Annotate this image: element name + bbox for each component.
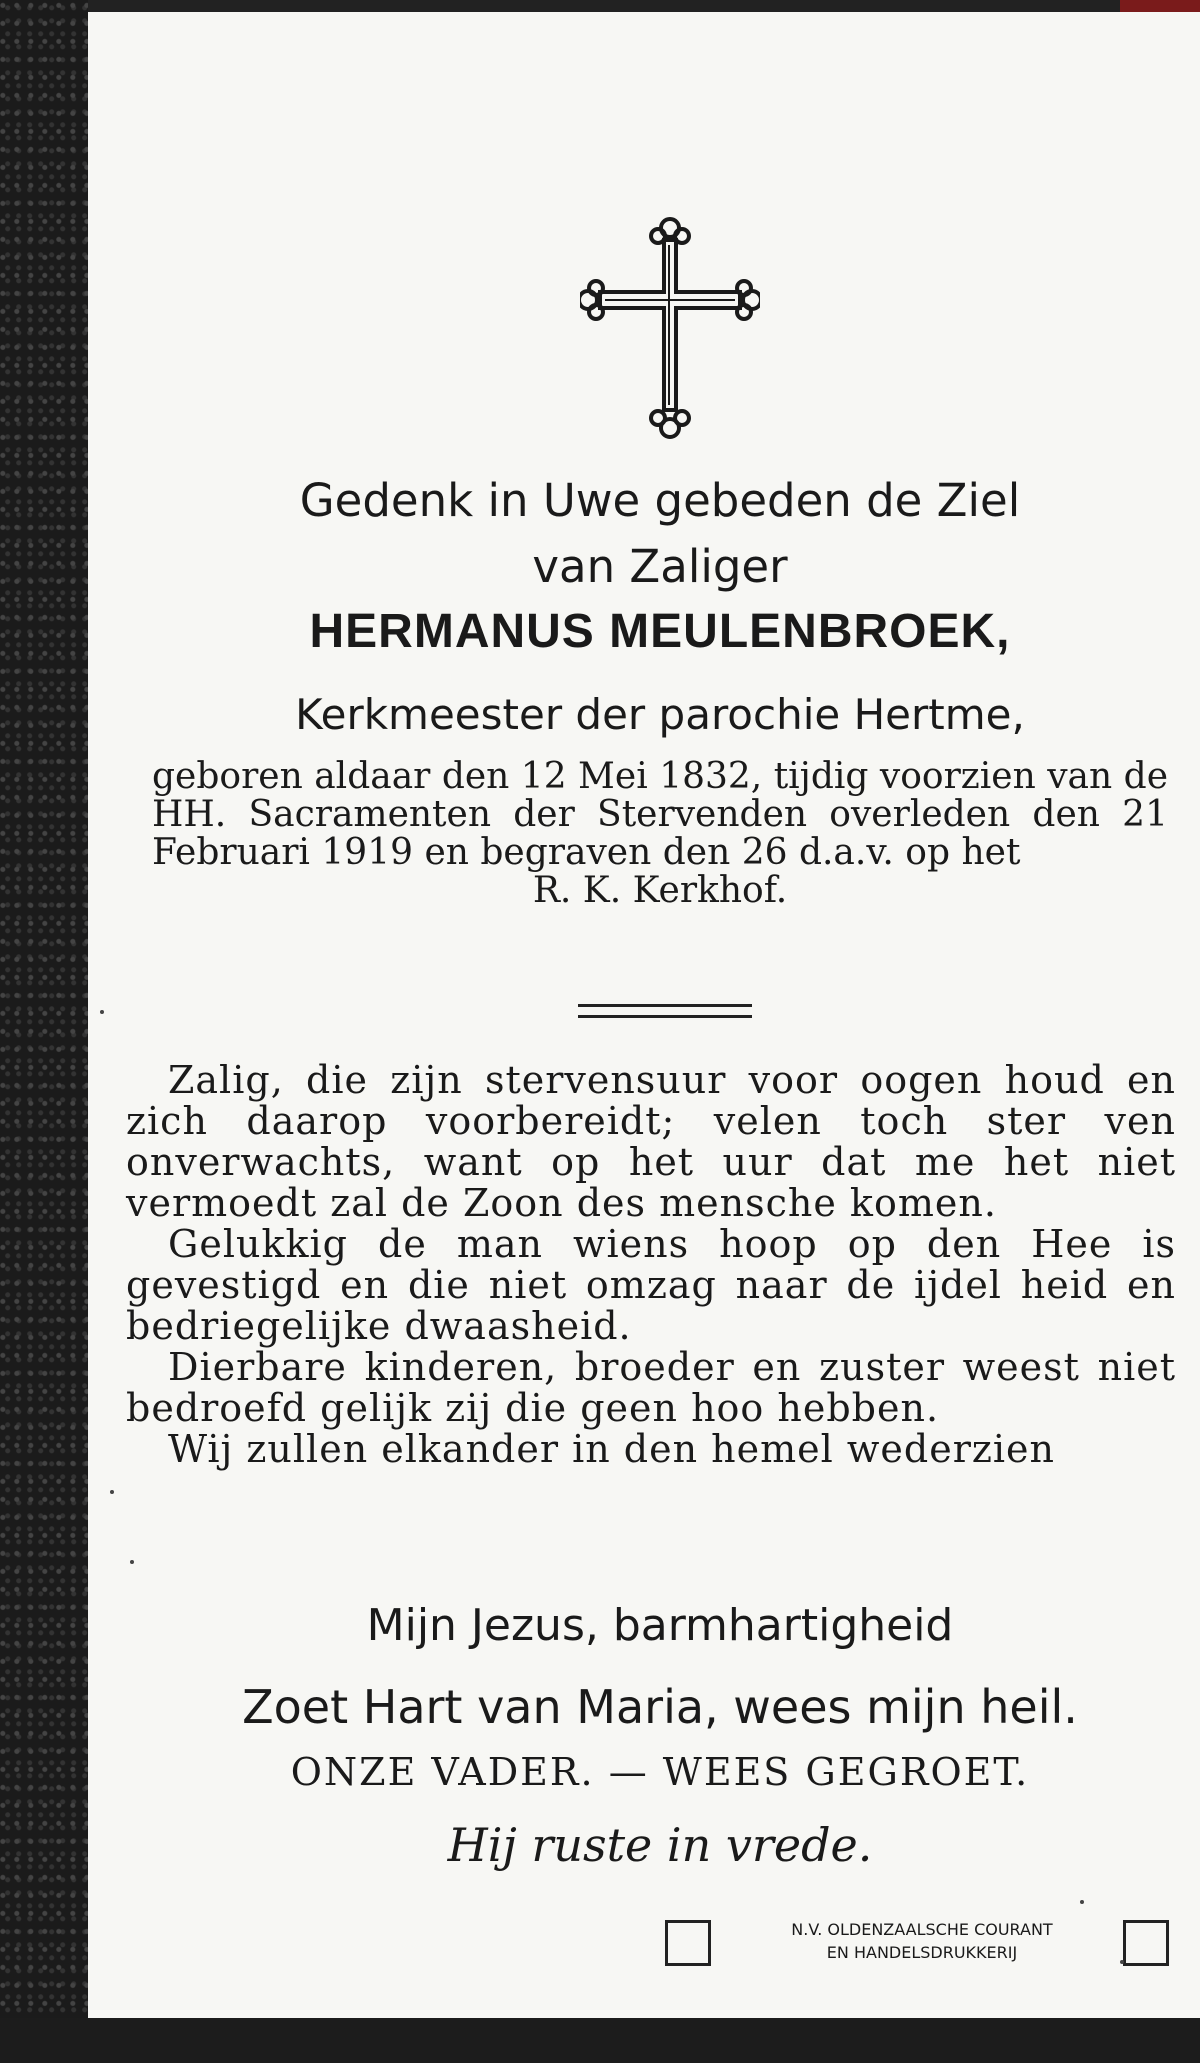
deceased-role: Kerkmeester der parochie Hertme, [295, 690, 1025, 739]
meditation-paragraph-4: Wij zullen elkander in den hemel wederzien [168, 1427, 1056, 1471]
speck [1120, 1960, 1124, 1964]
bottom-border [0, 2018, 1200, 2063]
meditation-paragraph-1: Zalig, die zijn stervensuur voor oogen houd en zich daarop voorbereidt; velen toch ster ven onverwachts, want op het uur dat me het niet vermoedt zal de Zoon des mensche komen. [126, 1058, 1176, 1225]
printer-imprint [655, 1912, 1175, 1970]
printer-line-1: N.V. OLDENZAALSCHE COURANT [791, 1920, 1053, 1939]
meditation-paragraph-3: Dierbare kinderen, broeder en zuster weest niet bedroefd gelijk zij die geen hoo hebben. [126, 1345, 1176, 1430]
printer-line-2: EN HANDELSDRUKKERIJ [826, 1943, 1018, 1962]
printer-mark-icon [1123, 1920, 1169, 1966]
prayer-line-3: ONZE VADER. — WEES GEGROET. [290, 1750, 1030, 1794]
speck [1080, 1900, 1084, 1904]
prayer-line-1: Mijn Jezus, barmhartigheid [366, 1600, 954, 1651]
deceased-name: HERMANUS MEULENBROEK, [309, 605, 1011, 658]
cross-icon [580, 200, 760, 450]
heading-line-1: Gedenk in Uwe gebeden de Ziel [299, 474, 1021, 527]
printer-name [727, 1918, 1117, 1964]
heading-line-2: van Zaliger [532, 540, 788, 593]
left-border [0, 0, 88, 2063]
biography [152, 758, 1168, 910]
speck [130, 1560, 134, 1564]
divider [578, 1004, 752, 1018]
speck [110, 1490, 114, 1494]
biography-text: geboren aldaar den 12 Mei 1832, tijdig voorzien van de HH. Sacramenten der Stervenden overleden den 21 Februari 1919 en begraven den 26 d.a.v. op het [152, 756, 1168, 873]
biography-last-line: R. K. Kerkhof. [532, 870, 788, 911]
meditation-text [126, 1060, 1176, 1470]
printer-mark-icon [665, 1920, 711, 1966]
meditation-paragraph-2: Gelukkig de man wiens hoop op den Hee is gevestigd en die niet omzag naar de ijdel heid en bedriegelijke dwaasheid. [126, 1222, 1176, 1348]
top-border [0, 0, 1200, 12]
closing-line: Hij ruste in vrede. [447, 1818, 873, 1872]
prayer-line-2: Zoet Hart van Maria, wees mijn heil. [242, 1680, 1078, 1734]
speck [100, 1010, 104, 1014]
top-border-accent [1120, 0, 1200, 12]
